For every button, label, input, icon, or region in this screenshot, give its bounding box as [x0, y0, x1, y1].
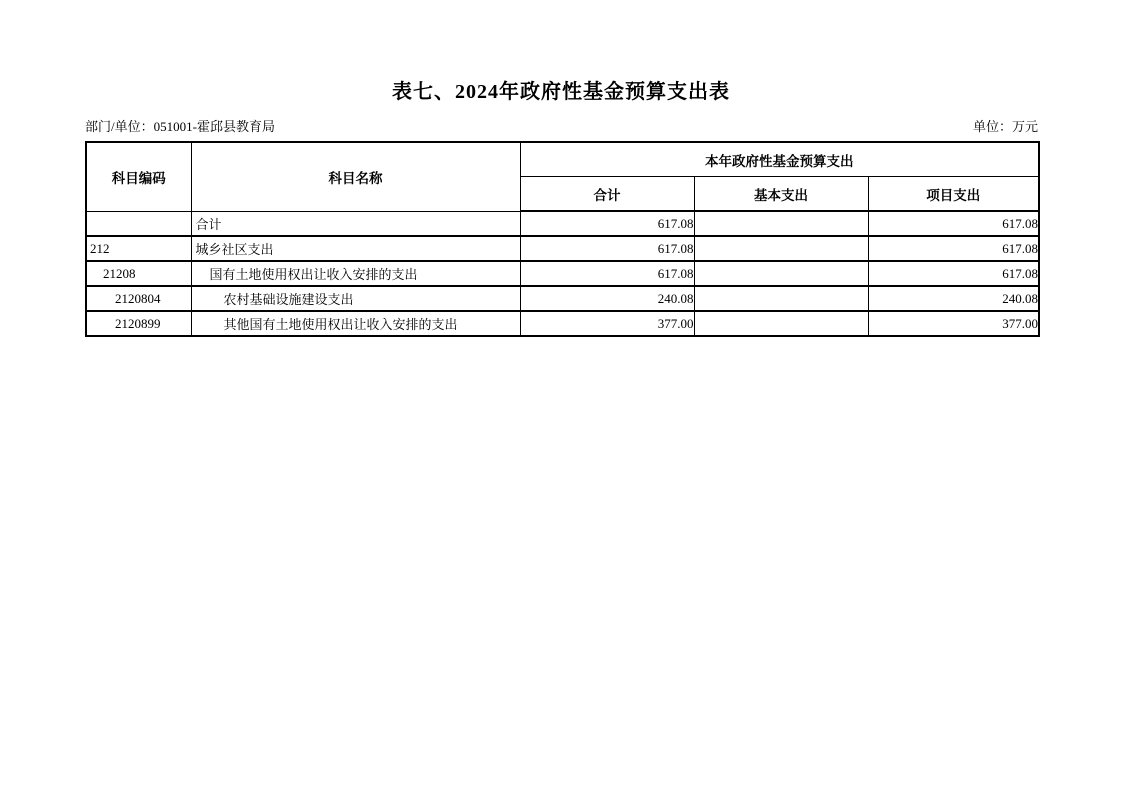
cell-subject-code: 212: [86, 236, 191, 261]
cell-project-value: 240.08: [868, 286, 1039, 311]
meta-row: [85, 117, 1038, 137]
cell-basic-value: [694, 286, 868, 311]
cell-total-value: 617.08: [520, 236, 694, 261]
cell-total-value: 617.08: [520, 261, 694, 286]
department-unit-label: 部门/单位：051001-霍邱县教育局: [85, 119, 275, 134]
cell-subject-code: [86, 211, 191, 236]
cell-basic-value: [694, 211, 868, 236]
table-row: [86, 286, 1039, 311]
header-subject-name: 科目名称: [191, 142, 520, 211]
header-subject-code: 科目编码: [86, 142, 191, 211]
table-row: [86, 211, 1039, 236]
cell-subject-name: 农村基础设施建设支出: [191, 286, 520, 311]
cell-total-value: 240.08: [520, 286, 694, 311]
cell-basic-value: [694, 311, 868, 336]
cell-subject-code: 2120804: [86, 286, 191, 311]
cell-subject-name: 其他国有土地使用权出让收入安排的支出: [191, 311, 520, 336]
cell-project-value: 617.08: [868, 236, 1039, 261]
cell-basic-value: [694, 261, 868, 286]
cell-total-value: 377.00: [520, 311, 694, 336]
table-body: [86, 211, 1039, 336]
budget-table: [85, 141, 1040, 337]
cell-subject-code: 2120899: [86, 311, 191, 336]
cell-subject-code: 21208: [86, 261, 191, 286]
header-project-expenditure: 项目支出: [868, 177, 1039, 212]
table-row: [86, 236, 1039, 261]
header-row-1: [86, 142, 1039, 177]
header-basic-expenditure: 基本支出: [694, 177, 868, 212]
page-title: 表七、2024年政府性基金预算支出表: [392, 81, 730, 103]
cell-project-value: 617.08: [868, 211, 1039, 236]
cell-subject-name: 合计: [191, 211, 520, 236]
header-total: 合计: [520, 177, 694, 212]
cell-subject-name: 城乡社区支出: [191, 236, 520, 261]
table-row: [86, 261, 1039, 286]
currency-unit-label: 单位：万元: [972, 119, 1038, 134]
cell-basic-value: [694, 236, 868, 261]
cell-subject-name: 国有土地使用权出让收入安排的支出: [191, 261, 520, 286]
table-header: [86, 142, 1039, 211]
table-row: [86, 311, 1039, 336]
cell-total-value: 617.08: [520, 211, 694, 236]
cell-project-value: 617.08: [868, 261, 1039, 286]
cell-project-value: 377.00: [868, 311, 1039, 336]
header-group-fund-expenditure: 本年政府性基金预算支出: [520, 142, 1039, 177]
